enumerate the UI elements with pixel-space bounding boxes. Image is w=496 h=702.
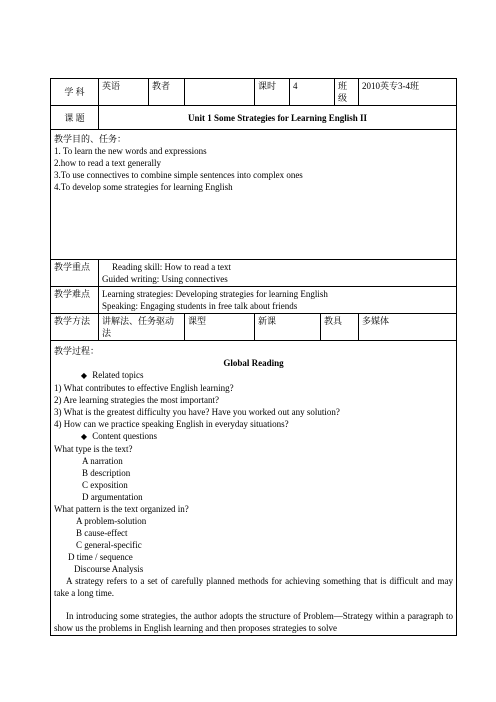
paragraph: In introducing some strategies, the author adopts the structure of Problem—Strategy within a paragraph to show us the problems in English learning and then proposes strategies to solve [54,611,453,633]
diamond-bullet-icon: ◆ [80,371,88,380]
methods-row [51,314,457,341]
question-1-option: D argumentation [82,492,143,502]
question-2: What pattern is the text organized in? [54,504,189,514]
subject-label: 学 科 [51,79,99,106]
key-points-label: 教学重点 [51,260,99,287]
question-2-option: D time / sequence [68,552,133,562]
topic-row [51,106,457,130]
difficult-points-row [51,287,457,314]
question-1-option: A narration [82,456,123,466]
related-topic-item: 2) Are learning strategies the most important? [54,395,219,405]
related-topics-title: ◆ Related topics [54,369,453,382]
difficult-points-label: 教学难点 [51,287,99,314]
key-point-line: Reading skill: How to read a text [112,262,231,272]
lesson-plan-table [50,78,457,636]
objective-item: 3.To use connectives to combine simple sentences into complex ones [54,170,303,180]
objective-item: 1. To learn the new words and expressions [54,146,207,156]
header-row [51,79,457,106]
difficult-point-line: Speaking: Engaging students in free talk about friends [102,301,298,311]
topic-label: 课 题 [51,106,99,130]
process-label: 教学过程： [54,346,100,356]
aids-value: 多媒体 [359,314,457,341]
key-points-row [51,260,457,287]
discourse-analysis-title: Discourse Analysis [74,564,144,574]
key-points-value [99,260,457,287]
related-topic-item: 1) What contributes to effective English learning? [54,383,234,393]
question-1: What type is the text? [54,444,133,454]
question-2-option: A problem-solution [76,516,147,526]
process-cell [51,341,457,636]
type-label: 课型 [185,314,255,341]
class-label: 班级 [335,79,359,106]
related-topic-item: 3) What is the greatest difficulty you have? Have you worked out any solution? [54,407,340,417]
objective-item: 4.To develop some strategies for learning English [54,182,233,192]
spacer [54,599,453,610]
objective-item: 2.how to read a text generally [54,158,161,168]
objectives-label: 教学目的、任务： [54,134,127,144]
objectives-row [51,130,457,260]
subject-value: 英语 [99,79,149,106]
objectives-cell [51,130,457,260]
difficult-points-value [99,287,457,314]
question-1-option: B description [82,468,131,478]
methods-label: 教学方法 [51,314,99,341]
period-value: 4 [290,79,335,106]
key-point-line: Guided writing: Using connectives [102,274,228,284]
type-value: 新课 [255,314,321,341]
question-1-option: C exposition [82,480,128,490]
section-heading: Global Reading [223,358,284,368]
question-2-option: C general-specific [76,540,142,550]
teacher-label: 教者 [149,79,185,106]
related-topic-item: 4) How can we practice speaking English in everyday situations? [54,419,289,429]
methods-value: 讲解法、任务驱动法 [99,314,185,341]
aids-label: 教具 [321,314,359,341]
paragraph: A strategy refers to a set of carefully planned methods for achieving something that is difficult and may take a long time. [54,576,453,598]
difficult-point-line: Learning strategies: Developing strategies for learning English [102,289,328,299]
process-row [51,341,457,636]
teacher-value [185,79,255,106]
question-2-option: B cause-effect [76,528,128,538]
topic-value: Unit 1 Some Strategies for Learning English II [99,106,457,130]
content-questions-title: ◆ Content questions [54,430,453,443]
diamond-bullet-icon: ◆ [80,432,88,441]
class-value: 2010英专3-4班 [359,79,457,106]
period-label: 课时 [255,79,290,106]
